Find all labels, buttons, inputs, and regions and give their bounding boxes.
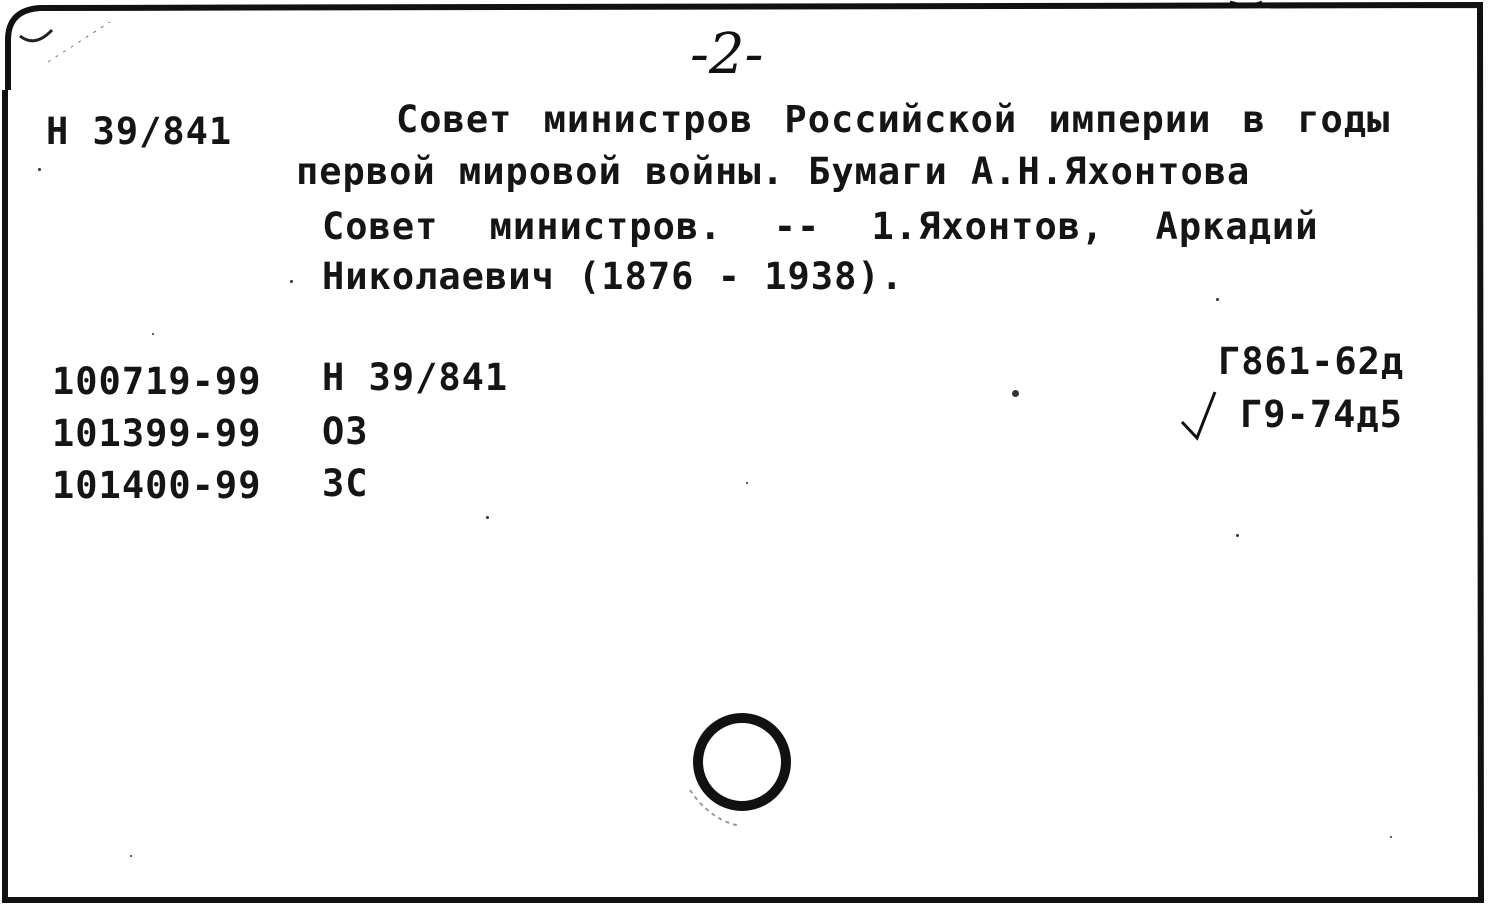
- scan-speck: [38, 168, 41, 171]
- scan-speck: [1216, 298, 1219, 301]
- classification-code: Г861-62д: [1218, 340, 1405, 383]
- punch-hole-icon: [698, 718, 786, 806]
- scan-speck: [1236, 534, 1239, 537]
- scan-speck: [290, 280, 293, 283]
- classification-code: Г9-74д5: [1240, 393, 1403, 436]
- inventory-location: ЗС: [322, 462, 369, 505]
- subject-line-1: Совет министров. -- 1.Яхонтов, Аркадий: [322, 205, 1319, 248]
- scan-speck: [746, 482, 748, 484]
- page-number: -2-: [690, 22, 764, 87]
- inventory-location: ОЗ: [322, 410, 369, 453]
- corner-check-mark: [20, 30, 52, 41]
- inventory-number: 101399-99: [52, 412, 262, 455]
- scan-speck: [130, 855, 132, 857]
- inventory-number: 101400-99: [52, 464, 262, 507]
- inventory-number: 100719-99: [52, 360, 262, 403]
- inventory-location: Н 39/841: [322, 356, 509, 399]
- scan-speck: [1012, 390, 1019, 397]
- title-line-2: первой мировой войны. Бумаги А.Н.Яхонтова: [296, 150, 1251, 193]
- shelfmark: Н 39/841: [46, 110, 233, 153]
- scan-speck: [1390, 836, 1392, 838]
- scan-speck: [486, 516, 489, 519]
- title-line-1: Совет министров Российской империи в годы: [396, 98, 1391, 141]
- check-mark-icon: [1182, 392, 1215, 438]
- subject-line-2: Николаевич (1876 - 1938).: [322, 255, 904, 298]
- scan-speck: [152, 333, 154, 335]
